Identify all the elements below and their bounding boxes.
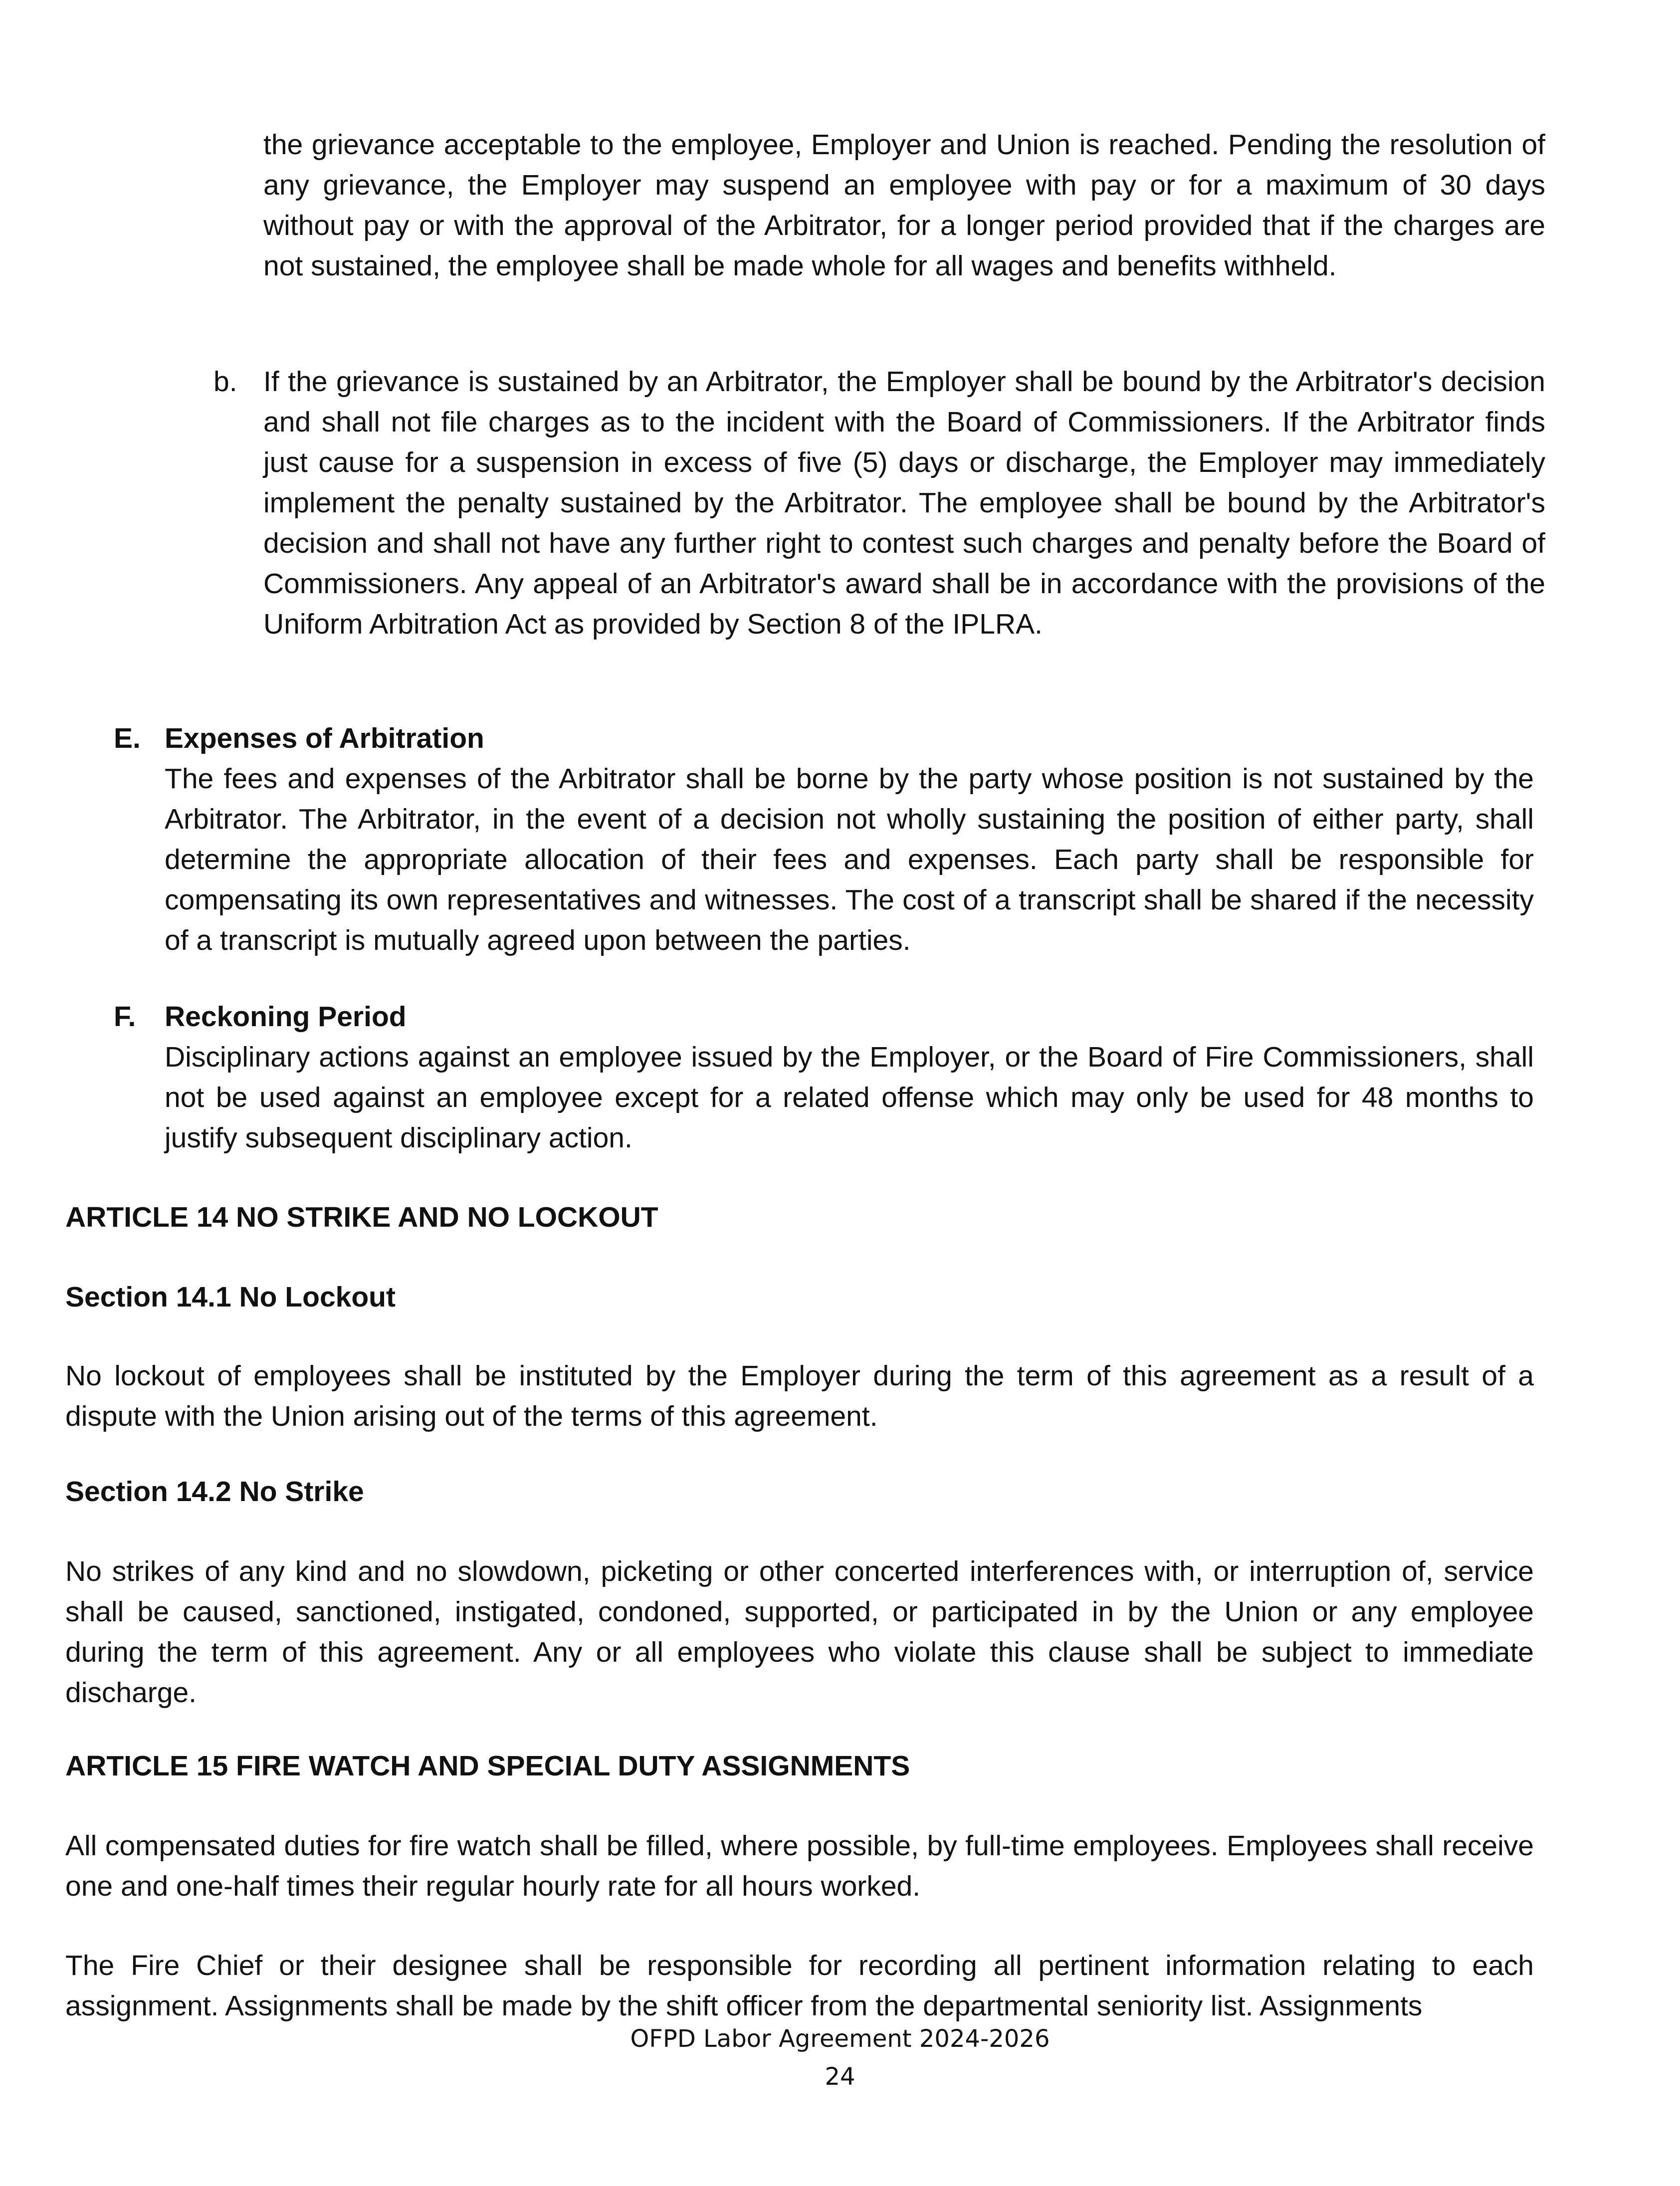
section-14-1-text: No lockout of employees shall be instituted by the Employer during the term of this agreement as a result of a dispute with the Union arising out of the terms of this agreement.	[65, 1360, 1534, 1432]
section-f-label: F.	[114, 1001, 136, 1033]
section-14-2-text: No strikes of any kind and no slowdown, picketing or other concerted interferences with, or interruption of, service shall be caused, sanctioned, instigated, condoned, supported, or participated in by the Union or any employee during the term of this agreement. Any or all employees who violate this clause shall be subject to immediate discharge.	[65, 1555, 1534, 1709]
footer-page-number: 24	[825, 2063, 855, 2091]
item-b-label: b.	[213, 366, 237, 398]
section-e-label: E.	[114, 722, 141, 754]
article-15-heading: ARTICLE 15 FIRE WATCH AND SPECIAL DUTY ASSIGNMENTS	[65, 1750, 910, 1782]
section-e-title: Expenses of Arbitration	[165, 722, 484, 754]
continued-grievance-paragraph: the grievance acceptable to the employee, Employer and Union is reached. Pending the resolution of any grievance, the Employer may suspend an employee with pay or for a maximum of 30 days without pay or with the approval of the Arbitrator, for a longer period provided that if the charges are not sustained, the employee shall be made whole for all wages and benefits withheld.	[263, 129, 1545, 282]
section-e-text: The fees and expenses of the Arbitrator shall be borne by the party whose position is not sustained by the Arbitrator. The Arbitrator, in the event of a decision not wholly sustaining the position of either party, shall determine the appropriate allocation of their fees and expenses. Each party shall be responsible for compensating its own representatives and witnesses. The cost of a transcript shall be shared if the necessity of a transcript is mutually agreed upon between the parties.	[165, 763, 1534, 956]
section-f-title: Reckoning Period	[165, 1001, 407, 1033]
article-14-heading: ARTICLE 14 NO STRIKE AND NO LOCKOUT	[65, 1201, 658, 1233]
article-15-paragraph-2: The Fire Chief or their designee shall be responsible for recording all pertinent information relating to each assignment. Assignments shall be made by the shift officer from the departmental seniority list. Assignments	[65, 1950, 1534, 2022]
section-14-2-heading: Section 14.2 No Strike	[65, 1476, 364, 1508]
section-f-text: Disciplinary actions against an employee issued by the Employer, or the Board of Fire Commissioners, shall not be used against an employee except for a related offense which may only be used for 48 months to justify subsequent disciplinary action.	[165, 1041, 1534, 1154]
article-15-paragraph-1: All compensated duties for fire watch shall be filled, where possible, by full-time employees. Employees shall receive one and one-half times their regular hourly rate for all hours worked.	[65, 1830, 1534, 1902]
footer-document-title: OFPD Labor Agreement 2024-2026	[630, 2025, 1050, 2053]
section-14-1-heading: Section 14.1 No Lockout	[65, 1281, 396, 1313]
item-b-text: If the grievance is sustained by an Arbitrator, the Employer shall be bound by the Arbitrator's decision and shall not file charges as to the incident with the Board of Commissioners. If the Arbitrator finds just cause for a suspension in excess of five (5) days or discharge, the Employer may immediately implement the penalty sustained by the Arbitrator. The employee shall be bound by the Arbitrator's decision and shall not have any further right to contest such charges and penalty before the Board of Commissioners. Any appeal of an Arbitrator's award shall be in accordance with the provisions of the Uniform Arbitration Act as provided by Section 8 of the IPLRA.	[263, 366, 1545, 640]
